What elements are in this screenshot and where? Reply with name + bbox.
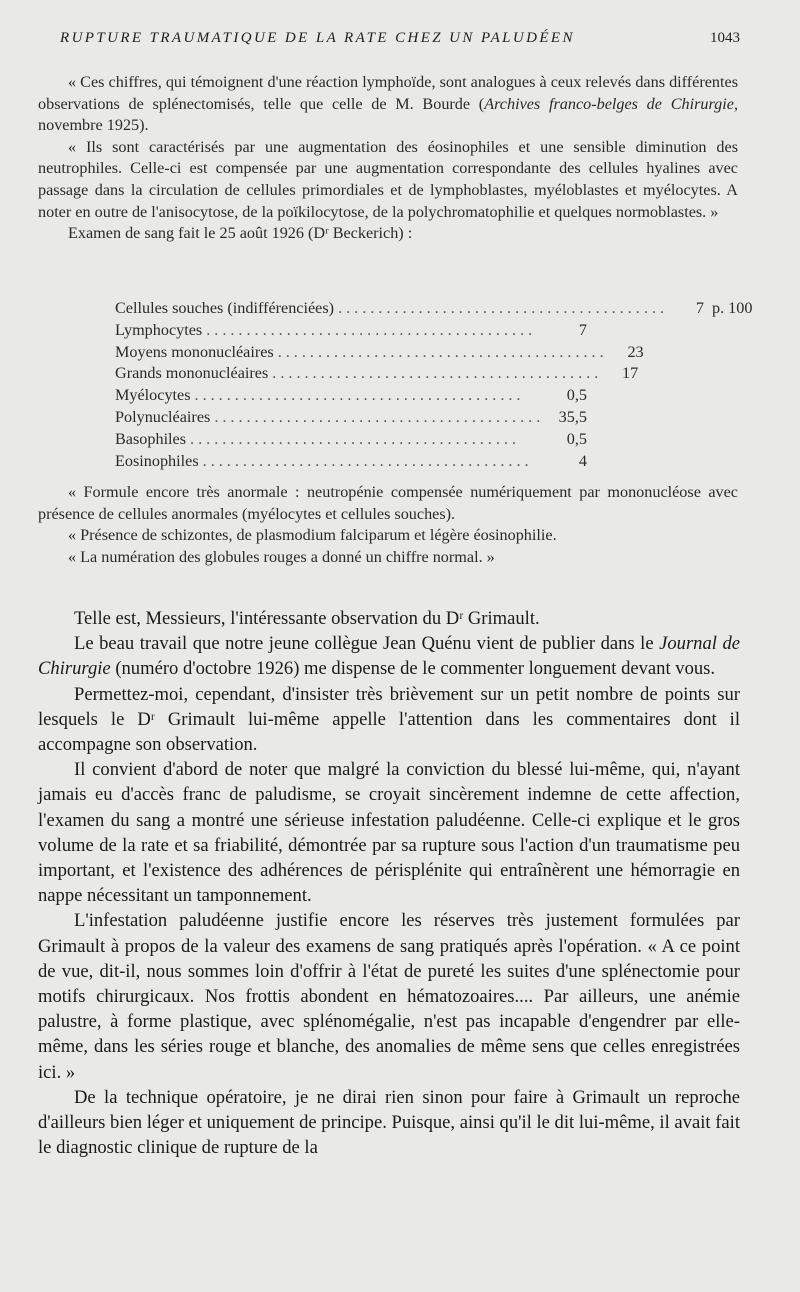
main-text [38, 606, 740, 1160]
cell-value: 23 [627, 342, 644, 361]
cell-label: Moyens mononucléaires [115, 342, 274, 361]
cell-unit: p. 100 [711, 299, 753, 317]
table-row [115, 342, 675, 364]
cell-value: 35,5 [558, 407, 587, 426]
body-paragraph-6: De la technique opératoire, je ne dirai rien sinon pour faire à Grimault un reproche d'ailleurs bien léger et uniquement de principe. Puisque, ainsi qu'il le dit lui-même, il avait fait le diagnostic clinique de rupture de la [38, 1086, 740, 1159]
quote-after-paragraph-3: « La numération des globules rouges a donné un chiffre normal. » [68, 547, 495, 566]
blood-exam-intro: Examen de sang fait le 25 août 1926 (Dʳ Beckerich) : [68, 224, 413, 243]
cell-label: Grands mononucléaires [115, 364, 269, 383]
running-title: RUPTURE TRAUMATIQUE DE LA RATE CHEZ UN PALUDÉEN [60, 30, 575, 46]
cell-label: Eosinophiles [115, 451, 199, 470]
table-row [115, 298, 753, 320]
leader-dots: ......................................... [214, 407, 545, 426]
cell-value: 4 [578, 451, 587, 470]
cell-value: 0,5 [566, 386, 587, 405]
body-paragraph-3: Permettez-moi, cependant, d'insister très brièvement sur un petit nombre de points sur lesquels le Dʳ Grimault lui-même appelle l'attention dans les commentaires dont il accompagne son observation. [38, 683, 740, 756]
cell-label: Cellules souches (indifférenciées) [115, 299, 335, 317]
quote-after-paragraph-2: « Présence de schizontes, de plasmodium falciparum et légère éosinophilie. [68, 526, 557, 545]
quote-after-paragraph-1: « Formule encore très anormale : neutropénie compensée numériquement par mononucléose avec présence de cellules anormales (myélocytes et cellules souches). [38, 483, 738, 523]
journal-title-chirurgie: Journal de Chirurgie [38, 633, 740, 680]
running-header [60, 30, 740, 47]
quote-paragraph-1: « Ces chiffres, qui témoignent d'une réaction lymphoïde, sont analogues à ceux relevés dans différentes observations de splénectomisés, telle que celle de M. Bourde (Archives franco-belges de Chirurgie, novembre 1925). [38, 73, 738, 135]
cell-label: Lymphocytes [115, 320, 203, 339]
cell-value: 7 [695, 299, 704, 317]
leader-dots: ......................................... [206, 320, 537, 339]
cell-label: Myélocytes [115, 386, 191, 405]
cell-value: 0,5 [566, 429, 587, 448]
quote-paragraph-2: « Ils sont caractérisés par une augmentation des éosinophiles et une sensible diminution des neutrophiles. Celle-ci est compensée par une augmentation correspondante des cellules hyalines avec passage dans la circulation de cellules primordiales et de lymphoblastes, myéloblastes et myélocytes. A noter en outre de l'anisocytose, de la poïkilocytose, de la polychromatophilie et quelques normoblastes. » [38, 137, 738, 221]
table-row [115, 429, 675, 451]
table-row [115, 320, 675, 342]
table-row [115, 451, 675, 473]
quoted-report [38, 72, 738, 245]
cell-value: 7 [578, 320, 587, 339]
page-number: 1043 [710, 30, 740, 46]
body-paragraph-2: Le beau travail que notre jeune collègue Jean Quénu vient de publier dans le Journal de Chirurgie (numéro d'octobre 1926) me dispense de le commenter longuement devant vous. [38, 633, 740, 680]
body-paragraph-1: Telle est, Messieurs, l'intéressante observation du Dʳ Grimault. [74, 608, 540, 629]
body-paragraph-4: Il convient d'abord de noter que malgré la conviction du blessé lui-même, qui, n'ayant jamais eu d'accès franc de paludisme, se croyait sincèrement indemne de cette affection, l'examen du sang a montré une sérieuse infestation paludéenne. Celle-ci explique et le gros volume de la rate et sa friabilité, démontrée par sa rupture sous l'action d'un traumatisme peu important, et l'existence des adhérences de périsplénite qui entraînèrent une hémorragie en nappe nécessitant un tamponnement. [38, 759, 740, 907]
leader-dots: ......................................... [194, 386, 525, 405]
cell-label: Basophiles [115, 429, 187, 448]
body-paragraph-5: L'infestation paludéenne justifie encore les réserves très justement formulées par Grimault à propos de la valeur des examens de sang pratiqués après l'opération. « A ce point de vue, dit-il, nous sommes loin d'offrir à l'état de pureté les suites d'une splénectomie pour motifs chirurgicaux. Nos frottis abondent en hématozoaires.... Par ailleurs, une anémie palustre, à forme plastique, avec splénomégalie, n'est pas incapable d'engendrer par elle-même, dans les séries rouge et blanche, des anomalies de même sens que celles enregistrées ici. » [38, 910, 740, 1083]
table-row [115, 385, 675, 407]
leader-dots: ......................................... [272, 364, 603, 383]
leader-dots: ......................................... [338, 299, 668, 317]
journal-title-archives: Archives franco-belges de Chirurgie [484, 94, 734, 113]
leader-dots: ......................................... [202, 451, 533, 470]
leader-dots: ......................................... [277, 342, 608, 361]
table-row [115, 363, 675, 385]
cell-value: 17 [622, 364, 639, 383]
table-row [115, 407, 675, 429]
blood-count-table [115, 298, 753, 472]
leader-dots: ......................................... [190, 429, 520, 448]
cell-label: Polynucléaires [115, 407, 211, 426]
quoted-conclusion [38, 482, 738, 568]
